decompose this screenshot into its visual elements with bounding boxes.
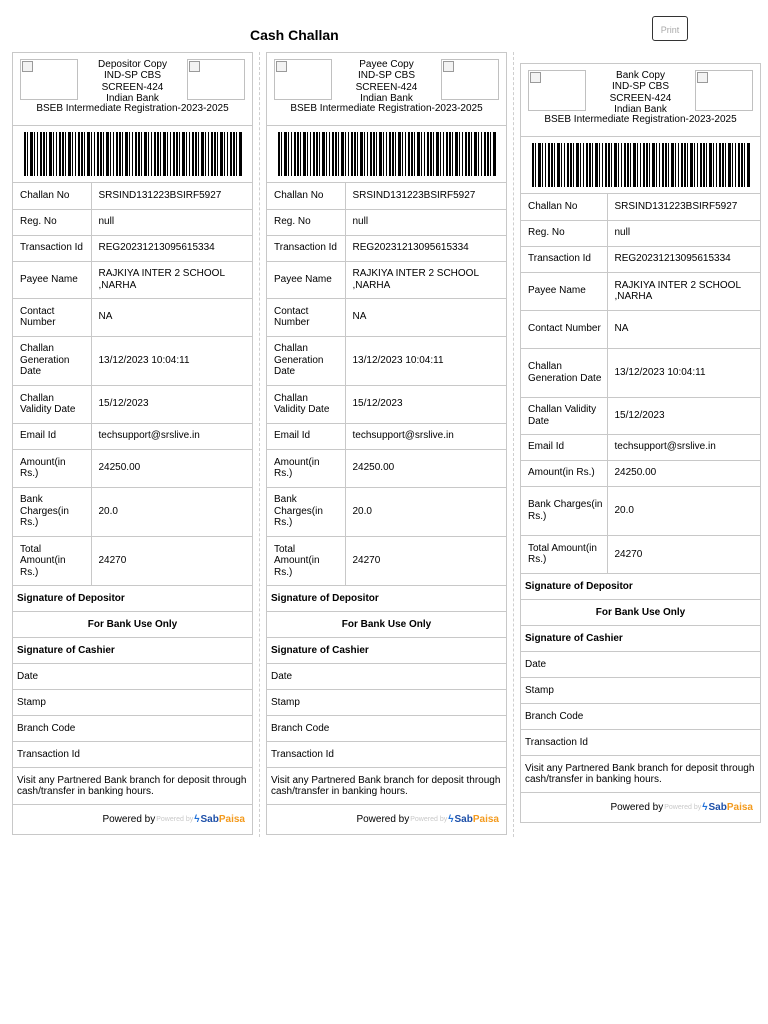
signature-cashier: Signature of Cashier <box>267 637 506 663</box>
field-label: Challan Validity Date <box>267 385 345 423</box>
field-label: Email Id <box>13 423 91 449</box>
email-value: techsupport@srslive.in <box>607 434 760 460</box>
brand-paisa: Paisa <box>218 814 245 825</box>
bank-line-2: SCREEN-424 <box>609 92 672 104</box>
validity-date-value: 15/12/2023 <box>607 397 760 434</box>
bank-use-only: For Bank Use Only <box>13 611 252 637</box>
field-label: Transaction Id <box>521 246 607 272</box>
brand-sab: Sab <box>454 814 473 825</box>
field-label: Challan No <box>13 183 91 209</box>
transaction-id-value: REG20231213095615334 <box>345 235 506 261</box>
powered-by-label: Powered by <box>356 814 410 825</box>
field-label: Bank Charges(in Rs.) <box>521 486 607 535</box>
branch-code-field: Branch Code <box>521 703 760 729</box>
field-label: Transaction Id <box>267 235 345 261</box>
payee-name-value: RAJKIYA INTER 2 SCHOOL ,NARHA <box>607 272 760 310</box>
stamp-field: Stamp <box>521 677 760 703</box>
bank-line-1: IND-SP CBS <box>103 70 162 82</box>
challan-no-row <box>13 183 252 209</box>
bank-use-only: For Bank Use Only <box>521 599 760 625</box>
contact-number-value: NA <box>91 298 252 336</box>
total-amount-row <box>521 535 760 573</box>
contact-number-value: NA <box>345 298 506 336</box>
field-label: Reg. No <box>267 209 345 235</box>
bank-logo-image <box>274 59 332 100</box>
brand-paisa: Paisa <box>726 802 753 813</box>
stamp-field: Stamp <box>267 689 506 715</box>
challan-details-table <box>13 183 252 585</box>
field-label: Amount(in Rs.) <box>521 460 607 486</box>
challan-details-table <box>267 183 506 585</box>
barcode <box>24 132 242 176</box>
sabpaisa-logo-icon: ϟ <box>194 814 200 825</box>
signature-depositor: Signature of Depositor <box>267 585 506 611</box>
signature-cashier: Signature of Cashier <box>521 625 760 651</box>
powered-by-small: Powered by <box>156 816 194 823</box>
challan-no-row <box>521 194 760 220</box>
bank-charges-value: 20.0 <box>345 487 506 536</box>
signature-depositor: Signature of Depositor <box>13 585 252 611</box>
deposit-note: Visit any Partnered Bank branch for deposit through cash/transfer in banking hours. <box>13 767 252 804</box>
client-logo-image <box>695 70 753 111</box>
field-label: Total Amount(in Rs.) <box>521 535 607 573</box>
powered-by <box>13 804 252 834</box>
email-value: techsupport@srslive.in <box>345 423 506 449</box>
field-label: Challan Validity Date <box>13 385 91 423</box>
amount-row <box>521 460 760 486</box>
transaction-id-field: Transaction Id <box>521 729 760 755</box>
validity-date-value: 15/12/2023 <box>345 385 506 423</box>
transaction-id-field: Transaction Id <box>13 741 252 767</box>
bank-charges-row <box>13 487 252 536</box>
payee-name-value: RAJKIYA INTER 2 SCHOOL ,NARHA <box>91 261 252 298</box>
field-label: Email Id <box>521 434 607 460</box>
total-amount-value: 24270 <box>345 536 506 585</box>
generation-date-row <box>13 336 252 385</box>
client-logo-image <box>187 59 245 100</box>
field-label: Contact Number <box>13 298 91 336</box>
bank-line-2: SCREEN-424 <box>101 81 164 93</box>
powered-by <box>267 804 506 834</box>
bank-copy <box>520 63 761 823</box>
depositor-copy <box>12 52 253 835</box>
reg-no-value: null <box>607 220 760 246</box>
copy-title: Depositor Copy <box>98 59 167 70</box>
field-label: Email Id <box>267 423 345 449</box>
field-label: Amount(in Rs.) <box>267 449 345 487</box>
broken-image-icon <box>697 72 708 83</box>
page-title: Cash Challan <box>250 27 339 43</box>
registration-title: BSEB Intermediate Registration-2023-2025 <box>36 103 229 114</box>
registration-title: BSEB Intermediate Registration-2023-2025 <box>544 114 737 125</box>
field-label: Total Amount(in Rs.) <box>267 536 345 585</box>
field-label: Payee Name <box>13 261 91 298</box>
field-label: Challan No <box>267 183 345 209</box>
total-amount-row <box>13 536 252 585</box>
contact-number-row <box>13 298 252 336</box>
barcode <box>532 143 750 187</box>
email-row <box>13 423 252 449</box>
powered-by <box>521 792 760 822</box>
client-logo-image <box>441 59 499 100</box>
field-label: Contact Number <box>267 298 345 336</box>
challan-no-row <box>267 183 506 209</box>
broken-image-icon <box>22 61 33 72</box>
copy-title: Payee Copy <box>359 59 414 70</box>
sabpaisa-logo-icon: ϟ <box>448 814 454 825</box>
bank-charges-row <box>267 487 506 536</box>
payee-name-row <box>267 261 506 298</box>
signature-depositor: Signature of Depositor <box>521 573 760 599</box>
brand-sab: Sab <box>708 802 727 813</box>
bank-charges-value: 20.0 <box>91 487 252 536</box>
validity-date-row <box>13 385 252 423</box>
copy-header <box>267 53 506 126</box>
stamp-field: Stamp <box>13 689 252 715</box>
barcode-area <box>267 126 506 183</box>
bank-line-1: IND-SP CBS <box>357 70 416 82</box>
print-button[interactable]: Print <box>652 16 688 41</box>
field-label: Total Amount(in Rs.) <box>13 536 91 585</box>
barcode <box>278 132 496 176</box>
transaction-id-field: Transaction Id <box>267 741 506 767</box>
payee-name-value: RAJKIYA INTER 2 SCHOOL ,NARHA <box>345 261 506 298</box>
branch-code-field: Branch Code <box>267 715 506 741</box>
deposit-note: Visit any Partnered Bank branch for deposit through cash/transfer in banking hours. <box>521 755 760 792</box>
powered-by-label: Powered by <box>610 802 664 813</box>
copy-header <box>13 53 252 126</box>
generation-date-value: 13/12/2023 10:04:11 <box>345 336 506 385</box>
bank-logo-image <box>20 59 78 100</box>
contact-number-row <box>267 298 506 336</box>
broken-image-icon <box>189 61 200 72</box>
amount-row <box>13 449 252 487</box>
challan-no-value: SRSIND131223BSIRF5927 <box>352 190 476 201</box>
generation-date-row <box>521 348 760 397</box>
copy-header <box>521 64 760 137</box>
contact-number-value: NA <box>607 310 760 348</box>
powered-by-label: Powered by <box>102 814 156 825</box>
amount-value: 24250.00 <box>91 449 252 487</box>
brand-paisa: Paisa <box>472 814 499 825</box>
powered-by-small: Powered by <box>410 816 448 823</box>
contact-number-row <box>521 310 760 348</box>
generation-date-value: 13/12/2023 10:04:11 <box>91 336 252 385</box>
payee-name-row <box>521 272 760 310</box>
field-label: Payee Name <box>521 272 607 310</box>
field-label: Reg. No <box>521 220 607 246</box>
date-field: Date <box>13 663 252 689</box>
signature-cashier: Signature of Cashier <box>13 637 252 663</box>
challan-no-value: SRSIND131223BSIRF5927 <box>614 201 738 212</box>
bank-logo-image <box>528 70 586 111</box>
field-label: Challan No <box>521 194 607 220</box>
field-label: Transaction Id <box>13 235 91 261</box>
generation-date-value: 13/12/2023 10:04:11 <box>607 348 760 397</box>
bank-name: Indian Bank <box>614 103 667 115</box>
broken-image-icon <box>276 61 287 72</box>
barcode-area <box>521 137 760 194</box>
validity-date-row <box>521 397 760 434</box>
transaction-id-row <box>267 235 506 261</box>
total-amount-value: 24270 <box>607 535 760 573</box>
field-label: Amount(in Rs.) <box>13 449 91 487</box>
broken-image-icon <box>443 61 454 72</box>
transaction-id-row <box>13 235 252 261</box>
field-label: Contact Number <box>521 310 607 348</box>
amount-value: 24250.00 <box>345 449 506 487</box>
bank-name: Indian Bank <box>106 92 159 104</box>
reg-no-row <box>267 209 506 235</box>
broken-image-icon <box>530 72 541 83</box>
deposit-note: Visit any Partnered Bank branch for deposit through cash/transfer in banking hours. <box>267 767 506 804</box>
copy-title: Bank Copy <box>616 70 665 81</box>
field-label: Reg. No <box>13 209 91 235</box>
field-label: Payee Name <box>267 261 345 298</box>
barcode-area <box>13 126 252 183</box>
copy-divider <box>513 52 514 837</box>
payee-copy <box>266 52 507 835</box>
validity-date-row <box>267 385 506 423</box>
field-label: Bank Charges(in Rs.) <box>13 487 91 536</box>
bank-line-1: IND-SP CBS <box>611 81 670 93</box>
powered-by-small: Powered by <box>664 804 702 811</box>
date-field: Date <box>521 651 760 677</box>
sabpaisa-logo-icon: ϟ <box>702 802 708 813</box>
registration-title: BSEB Intermediate Registration-2023-2025 <box>290 103 483 114</box>
challan-no-value: SRSIND131223BSIRF5927 <box>98 190 222 201</box>
email-row <box>267 423 506 449</box>
brand-sab: Sab <box>200 814 219 825</box>
field-label: Challan Generation Date <box>267 336 345 385</box>
copy-divider <box>259 52 260 837</box>
total-amount-value: 24270 <box>91 536 252 585</box>
reg-no-value: null <box>91 209 252 235</box>
field-label: Bank Charges(in Rs.) <box>267 487 345 536</box>
transaction-id-value: REG20231213095615334 <box>91 235 252 261</box>
branch-code-field: Branch Code <box>13 715 252 741</box>
total-amount-row <box>267 536 506 585</box>
email-value: techsupport@srslive.in <box>91 423 252 449</box>
reg-no-row <box>13 209 252 235</box>
validity-date-value: 15/12/2023 <box>91 385 252 423</box>
bank-charges-value: 20.0 <box>607 486 760 535</box>
reg-no-row <box>521 220 760 246</box>
bank-line-2: SCREEN-424 <box>355 81 418 93</box>
bank-name: Indian Bank <box>360 92 413 104</box>
bank-charges-row <box>521 486 760 535</box>
challan-details-table <box>521 194 760 573</box>
field-label: Challan Generation Date <box>521 348 607 397</box>
payee-name-row <box>13 261 252 298</box>
email-row <box>521 434 760 460</box>
date-field: Date <box>267 663 506 689</box>
transaction-id-row <box>521 246 760 272</box>
bank-use-only: For Bank Use Only <box>267 611 506 637</box>
field-label: Challan Validity Date <box>521 397 607 434</box>
amount-row <box>267 449 506 487</box>
generation-date-row <box>267 336 506 385</box>
amount-value: 24250.00 <box>607 460 760 486</box>
field-label: Challan Generation Date <box>13 336 91 385</box>
reg-no-value: null <box>345 209 506 235</box>
transaction-id-value: REG20231213095615334 <box>607 246 760 272</box>
